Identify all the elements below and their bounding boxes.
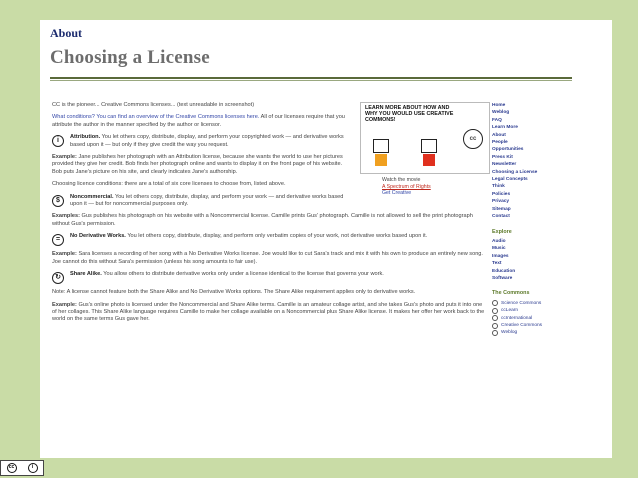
sidebar-link[interactable]: Contact — [492, 214, 510, 220]
license-name: Share Alike. — [70, 271, 102, 278]
example-label: Example: — [52, 301, 77, 308]
example-paragraph — [52, 302, 488, 324]
example-paragraph — [52, 213, 488, 228]
page-title: Choosing a License — [50, 47, 210, 68]
attribution-icon: i — [28, 463, 38, 473]
sidebar-commons-link[interactable] — [492, 322, 592, 329]
sidebar-link[interactable]: Music — [492, 246, 506, 252]
license-overview-link[interactable]: You can find an overview of the Creative Commons licenses here. — [96, 114, 260, 121]
spectrum-of-rights-link[interactable]: A Spectrum of Rights — [382, 183, 431, 190]
example-label: Example: — [52, 154, 77, 161]
sidebar-link-label: Science Commons — [501, 300, 542, 306]
main-content — [52, 102, 488, 329]
explore-heading: Explore — [492, 228, 512, 235]
sidebar-link[interactable]: Home — [492, 103, 506, 108]
sidebar-link-label: Weblog — [501, 330, 518, 336]
license-name: No Derivative Works. — [70, 233, 126, 240]
example-text: Jane publishes her photograph with an Attribution license, because she wants the world to use her pictures provided they give her credit. Bob finds her photograph online and wants to display it on the front page of his website. Bob puts Jane's picture on his site, and clearly indicates Jane's authorship. — [52, 154, 343, 175]
promo-headline: LEARN MORE ABOUT HOW AND WHY YOU WOULD USE CREATIVE COMMONS! — [365, 105, 454, 124]
note-paragraph: Note: A license cannot feature both the Share Alike and No Derivative Works options. The Share Alike requirement applies only to derivative works. — [52, 289, 416, 296]
attribution-icon: i — [52, 135, 64, 147]
conditions-question: What conditions? — [52, 114, 95, 121]
sidebar-link[interactable]: Audio — [492, 238, 506, 244]
example-label: Examples: — [52, 213, 80, 220]
sidebar-nav — [492, 102, 592, 221]
sidebar-link[interactable]: Images — [492, 253, 509, 259]
sidebar — [492, 102, 592, 337]
sidebar-commons-link[interactable] — [492, 315, 592, 322]
license-desc: You allow others to distribute derivative works only under a license identical to the license that governs your work. — [103, 271, 384, 278]
noncommercial-icon: $ — [52, 195, 64, 207]
get-creative-link[interactable]: Get Creative — [382, 190, 412, 197]
commons-heading: The Commons — [492, 290, 530, 297]
example-label: Example: — [52, 251, 77, 258]
commons-icon — [492, 323, 498, 329]
promo-caption-text: Watch the movie — [382, 177, 421, 183]
promo-image[interactable] — [360, 102, 490, 174]
no-derivative-icon: = — [52, 234, 64, 246]
sidebar-link[interactable]: Legal Concepts — [492, 177, 528, 183]
sidebar-link[interactable]: Choosing a License — [492, 169, 538, 175]
sidebar-link[interactable]: Think — [492, 184, 505, 190]
sidebar-link[interactable]: Learn More — [492, 125, 518, 131]
page — [40, 20, 612, 458]
sidebar-link-label: ccLearn — [501, 308, 519, 314]
promo-caption — [360, 177, 488, 197]
share-alike-icon: ↻ — [52, 272, 64, 284]
title-rule — [50, 77, 572, 79]
sidebar-link[interactable]: People — [492, 140, 508, 146]
cc-logo-icon: cc — [463, 129, 483, 149]
example-text: Sara licenses a recording of her song with a No Derivative Works license. Joe would like to cut Sara's track and mix it with his own to produce an entirely new song. Joe cannot do this without Sara's permission (unless his song amounts to fair use). — [52, 251, 483, 265]
sidebar-link-label: Creative Commons — [501, 322, 543, 328]
sidebar-link[interactable]: Software — [492, 275, 513, 281]
example-paragraph — [52, 251, 488, 266]
commons-icon — [492, 300, 498, 306]
cc-license-badge[interactable] — [0, 460, 44, 476]
sidebar-link[interactable]: About — [492, 132, 506, 138]
sidebar-commons-link[interactable] — [492, 307, 592, 314]
example-text: Gus publishes his photograph on his website with a Noncommercial license. Camille prints Gus' photograph. Camille is not allowed to sell the print photograph without Gus's permission. — [52, 213, 473, 227]
sidebar-link-label: ccInternational — [501, 315, 533, 321]
choosing-paragraph: Choosing licence conditions: there are a total of six core licenses to choose from, listed above. — [52, 181, 286, 188]
sidebar-link[interactable]: Sitemap — [492, 206, 511, 212]
sidebar-commons-link[interactable] — [492, 300, 592, 307]
commons-icon — [492, 308, 498, 314]
license-desc: You let others copy, distribute, display, and perform only verbatim copies of your work, not derivative works based upon it. — [127, 233, 428, 240]
sidebar-commons — [492, 300, 592, 337]
license-name: Noncommercial. — [70, 193, 114, 200]
sidebar-link[interactable]: Privacy — [492, 199, 510, 205]
cartoon-figure-icon — [373, 139, 389, 169]
promo-panel[interactable] — [360, 102, 488, 197]
sidebar-link[interactable]: Policies — [492, 191, 511, 197]
sidebar-link[interactable]: Education — [492, 268, 516, 274]
license-name: Attribution. — [70, 134, 101, 141]
license-no-derivatives — [52, 233, 488, 246]
intro-paragraph: CC is the pioneer... Creative Commons licenses... (text unreadable in screenshot) — [52, 102, 255, 108]
cc-icon: cc — [7, 463, 17, 473]
license-noncommercial — [52, 194, 352, 209]
sidebar-link[interactable]: Opportunities — [492, 147, 524, 153]
sidebar-link[interactable]: Newsletter — [492, 162, 517, 168]
title-rule-thin — [50, 80, 572, 81]
commons-icon — [492, 330, 498, 336]
sidebar-link[interactable]: Weblog — [492, 110, 510, 116]
license-desc: You let others copy, distribute, display, and perform your copyrighted work — and derivative works based upon it — but only if they give credit the way you request. — [70, 134, 344, 148]
license-share-alike — [52, 271, 488, 284]
sidebar-link[interactable]: FAQ — [492, 117, 502, 123]
section-heading[interactable]: About — [50, 26, 83, 40]
sidebar-link[interactable]: Text — [492, 261, 502, 267]
sidebar-explore — [492, 238, 592, 282]
commons-icon — [492, 315, 498, 321]
cartoon-figure-icon — [421, 139, 437, 169]
sidebar-link[interactable]: Press Kit — [492, 154, 513, 160]
license-attribution — [52, 134, 352, 149]
conditions-text: All of our licenses require that you attribute the author in the manner specified by the author or licensor. — [52, 114, 345, 128]
license-desc: You let others copy, distribute, display, and perform your work — and derivative works based upon it — but for noncommercial purposes only. — [70, 193, 344, 208]
example-text: Gus's online photo is licensed under the Noncommercial and Share Alike terms. Camille is an amateur collage artist, and she takes Gus's photo and puts it into one of her collages. This Share Alike language requires Camille to make her collage available on a Noncommercial plus Share Alike license. It makes her offer her work back to the world on the same terms Gus gave her. — [52, 301, 485, 323]
sidebar-commons-link[interactable] — [492, 329, 592, 336]
